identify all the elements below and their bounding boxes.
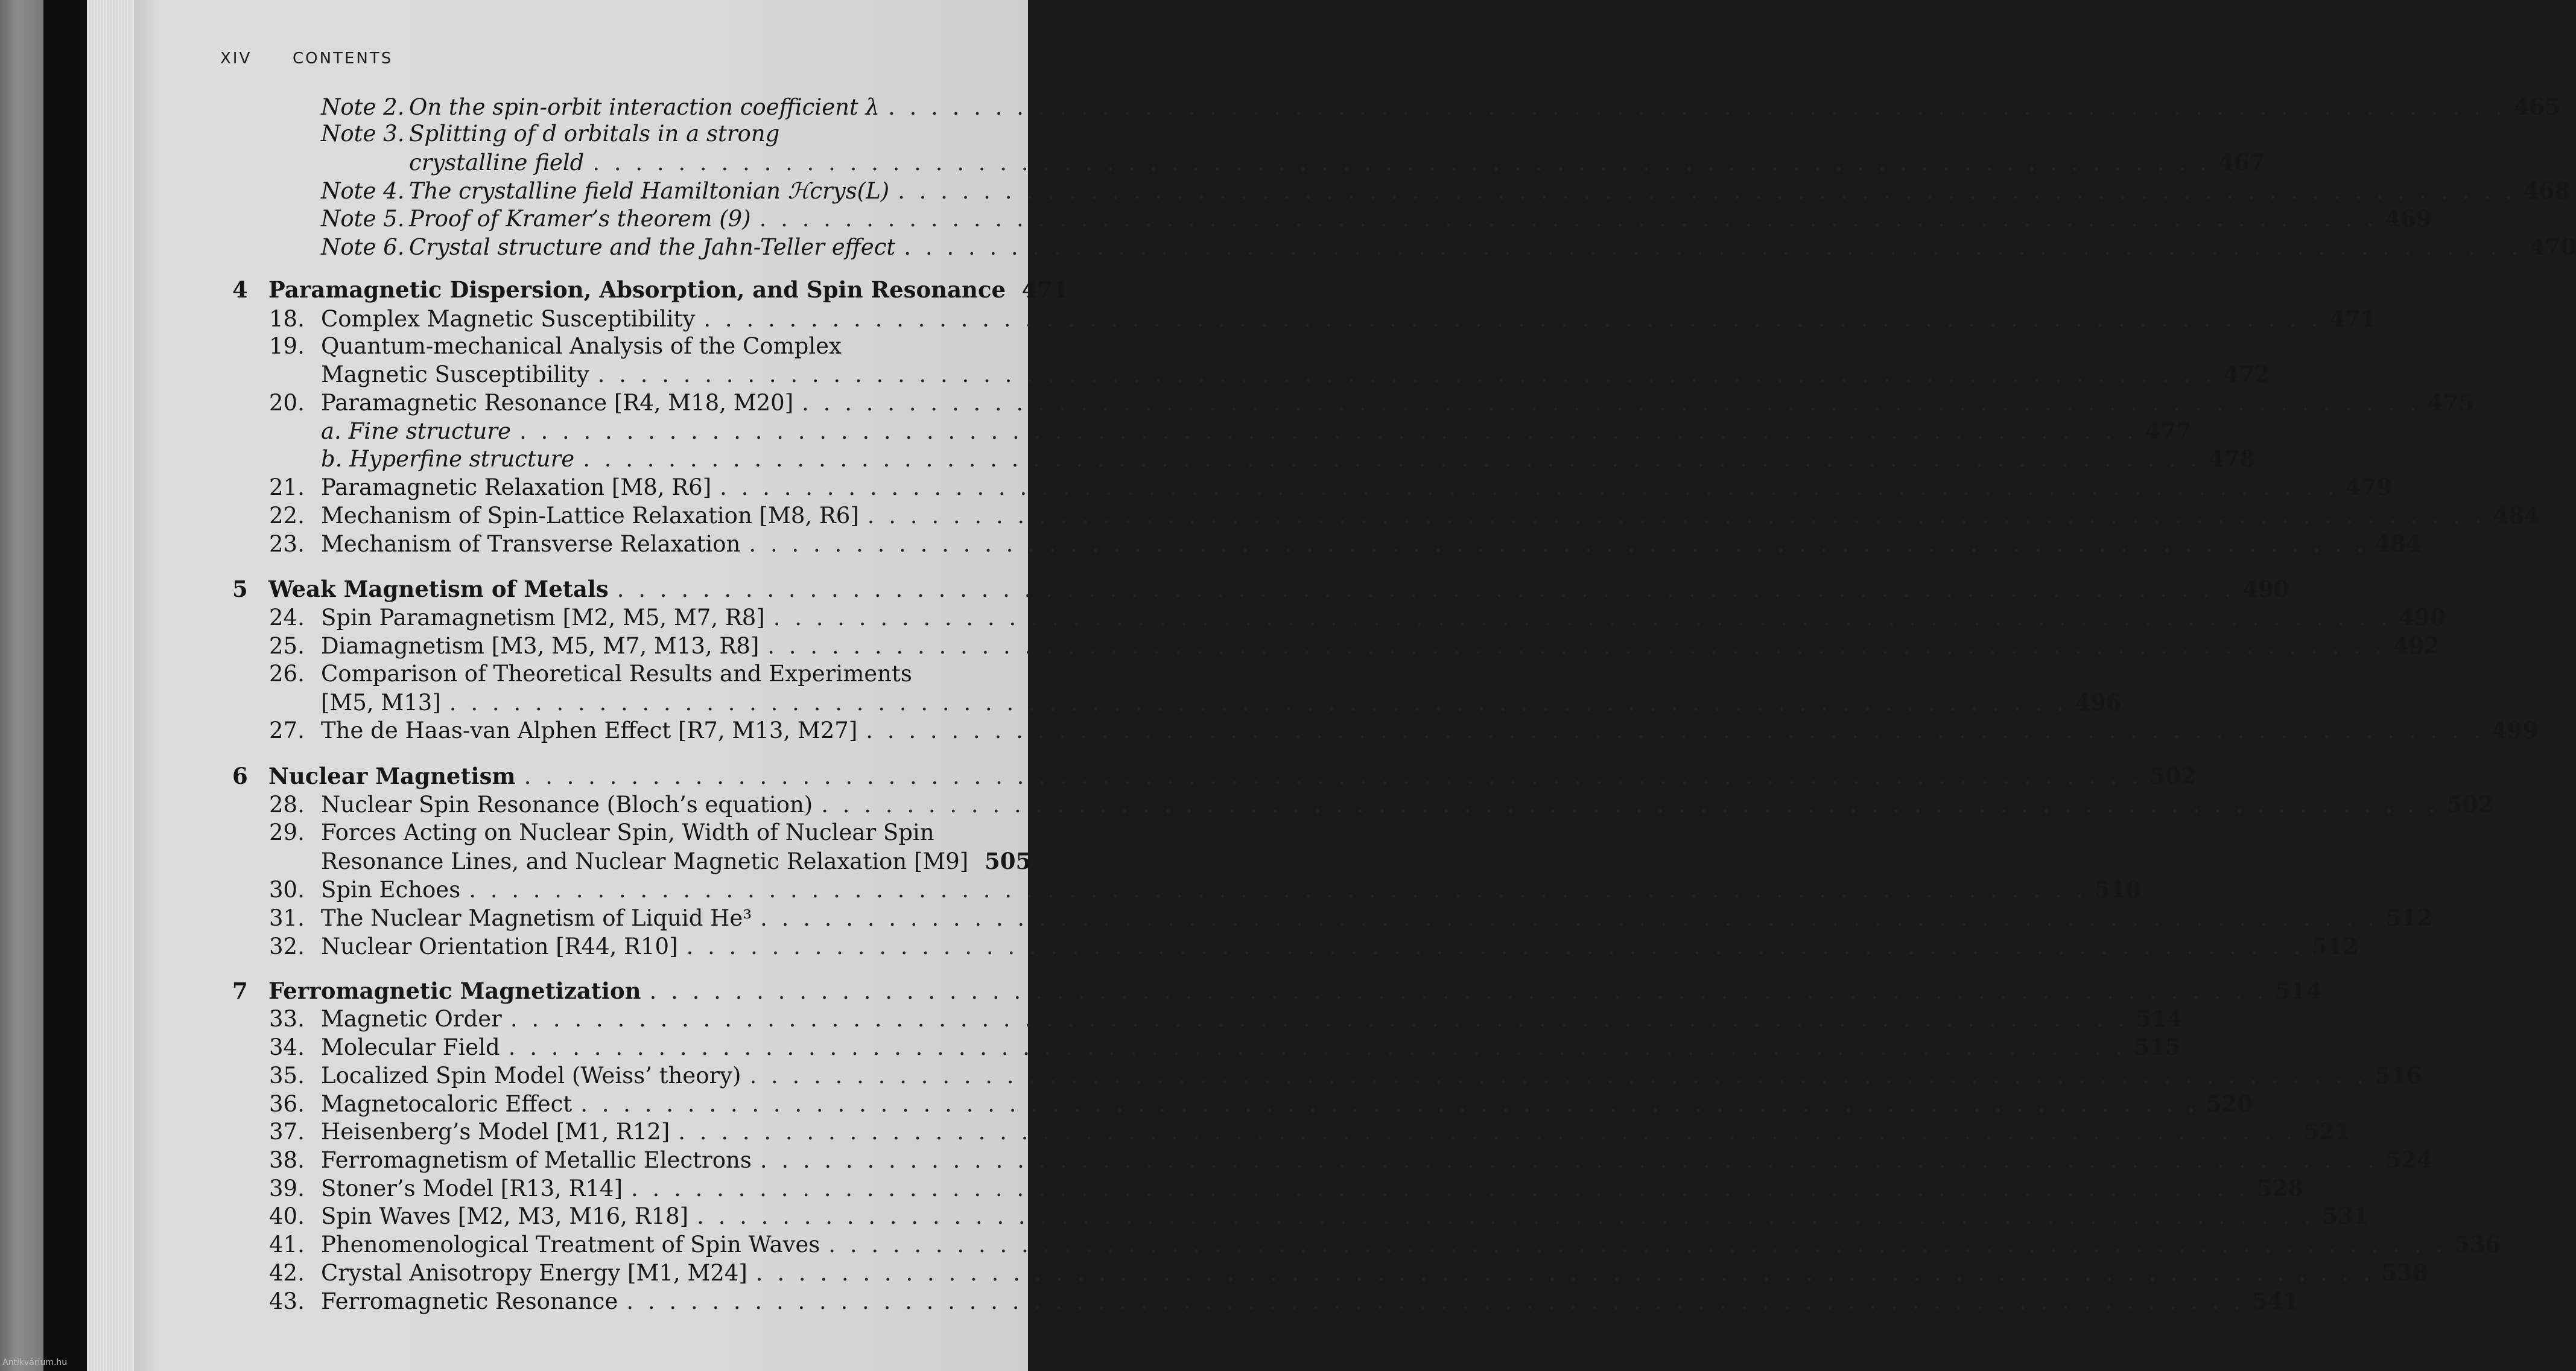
section-title: Spin Echoes <box>321 877 461 903</box>
toc-chapter-6[interactable] <box>232 763 2197 790</box>
toc-section-31[interactable] <box>269 905 2433 932</box>
note-title: The crystalline field Hamiltonian ℋcrys(L) <box>409 178 890 204</box>
leader-dots <box>898 178 2516 205</box>
leader-dots <box>449 690 2067 716</box>
page-number: 484 <box>2493 502 2540 529</box>
subsection-title: a. Fine structure <box>321 418 511 444</box>
page-number: 515 <box>2134 1034 2181 1060</box>
section-title: Localized Spin Model (Weiss’ theory) <box>321 1063 741 1089</box>
page-number: 512 <box>2312 933 2359 959</box>
leader-dots <box>749 531 2367 558</box>
toc-note-2[interactable] <box>321 94 2560 121</box>
section-number: 36. <box>269 1091 305 1117</box>
section-title: Spin Paramagnetism [M2, M5, M7, R8] <box>321 605 765 631</box>
leader-dots <box>756 1260 2374 1287</box>
section-number: 32. <box>269 934 305 959</box>
leader-dots <box>866 717 2484 744</box>
leader-dots <box>524 763 2142 790</box>
section-title: Quantum-mechanical Analysis of the Complex <box>321 333 842 359</box>
leader-dots <box>720 474 2338 501</box>
page-number: 505 <box>985 848 1032 874</box>
section-title: Ferromagnetic Resonance <box>321 1288 618 1314</box>
toc-section-29-cont[interactable] <box>269 848 1032 875</box>
toc-section-30[interactable] <box>269 876 2142 903</box>
toc-section-24[interactable] <box>269 604 2446 631</box>
page-number: 471 <box>1021 276 1069 303</box>
leader-dots <box>697 1203 2315 1230</box>
page-number: 512 <box>2385 905 2433 931</box>
toc-subsection-20a[interactable] <box>321 418 2192 445</box>
section-title: Paramagnetic Relaxation [M8, R6] <box>321 474 712 500</box>
leader-dots <box>760 1147 2378 1174</box>
section-number: 23. <box>269 531 305 557</box>
section-title: Spin Waves [M2, M3, M16, R18] <box>321 1203 689 1229</box>
toc-section-39[interactable] <box>269 1175 2303 1202</box>
note-label: Note 4. <box>321 178 405 204</box>
section-title-cont: [M5, M13] <box>321 690 441 716</box>
leader-dots <box>904 234 2522 261</box>
section-number: 39. <box>269 1175 305 1201</box>
section-number: 40. <box>269 1203 305 1229</box>
page-number: 499 <box>2492 717 2539 743</box>
section-number: 21. <box>269 474 305 500</box>
page-number: 496 <box>2075 689 2122 716</box>
page-number: 502 <box>2446 791 2494 818</box>
section-title: Magnetocaloric Effect <box>321 1091 573 1117</box>
leader-dots <box>868 503 2486 529</box>
section-number: 38. <box>269 1147 305 1173</box>
section-title-cont: Magnetic Susceptibility <box>321 361 589 387</box>
leader-dots <box>631 1175 2249 1202</box>
page-number: 514 <box>2136 1005 2183 1032</box>
page-number: 469 <box>2385 205 2432 232</box>
section-number: 25. <box>269 633 305 659</box>
toc-section-32[interactable] <box>269 933 2359 960</box>
toc-section-22[interactable] <box>269 502 2540 529</box>
leader-dots <box>592 150 2210 176</box>
chapter-title: Weak Magnetism of Metals <box>268 576 609 602</box>
section-number: 33. <box>269 1006 305 1032</box>
section-number: 20. <box>269 390 305 416</box>
running-head-title: CONTENTS <box>293 49 393 68</box>
chapter-number: 7 <box>232 978 248 1004</box>
toc-section-41[interactable] <box>269 1231 2501 1258</box>
page-number: 478 <box>2208 445 2256 472</box>
section-title: Mechanism of Spin-Lattice Relaxation [M8, R6] <box>321 503 859 529</box>
section-title: Paramagnetic Resonance [R4, M18, M20] <box>321 390 794 416</box>
section-title: The de Haas-van Alphen Effect [R7, M13, M27] <box>321 717 858 743</box>
page-number: 467 <box>2218 149 2265 176</box>
section-title: Ferromagnetism of Metallic Electrons <box>321 1147 752 1173</box>
leader-dots <box>617 576 2235 603</box>
page-number: 541 <box>2252 1288 2299 1314</box>
toc-section-34[interactable] <box>269 1034 2181 1061</box>
toc-section-37[interactable] <box>269 1118 2351 1145</box>
toc-section-27[interactable] <box>269 717 2539 744</box>
section-number: 31. <box>269 905 305 931</box>
page-number: 490 <box>2399 604 2446 631</box>
chapter-number: 6 <box>232 763 248 789</box>
toc-section-40[interactable] <box>269 1203 2370 1230</box>
leader-dots <box>802 390 2420 416</box>
note-title: Crystal structure and the Jahn-Teller effect <box>409 234 896 260</box>
toc-note-3[interactable] <box>321 121 995 147</box>
toc-section-26[interactable] <box>269 661 995 687</box>
section-title: Comparison of Theoretical Results and Experiments <box>321 661 912 687</box>
toc-section-29[interactable] <box>269 819 995 846</box>
note-label: Note 6. <box>321 234 405 260</box>
toc-section-33[interactable] <box>269 1005 2183 1032</box>
page-number: 470 <box>2530 234 2576 260</box>
page-number: 471 <box>2329 305 2376 332</box>
page-number: 502 <box>2149 763 2197 789</box>
toc-section-36[interactable] <box>269 1090 2253 1118</box>
section-number: 30. <box>269 877 305 903</box>
leader-dots <box>760 206 2378 232</box>
page-number: 475 <box>2427 389 2475 416</box>
toc-section-28[interactable] <box>269 791 2494 818</box>
leader-dots <box>510 1006 2128 1032</box>
toc-section-35[interactable] <box>269 1062 2422 1089</box>
section-title: Complex Magnetic Susceptibility <box>321 306 696 332</box>
leader-dots <box>519 418 2137 445</box>
section-title: Molecular Field <box>321 1034 500 1060</box>
toc-note-5[interactable] <box>321 205 2432 232</box>
section-title: The Nuclear Magnetism of Liquid He³ <box>321 905 752 931</box>
page-number: 510 <box>2094 876 2142 903</box>
section-title: Nuclear Spin Resonance (Bloch’s equation) <box>321 792 813 818</box>
page-number: 521 <box>2304 1118 2351 1145</box>
section-title: Diamagnetism [M3, M5, M7, M13, R8] <box>321 633 760 659</box>
toc-note-4[interactable] <box>321 177 2571 205</box>
leader-dots <box>509 1034 2127 1061</box>
note-title: Splitting of d orbitals in a strong <box>409 121 780 147</box>
toc-note-6[interactable] <box>321 234 2576 261</box>
page-number: 492 <box>2393 632 2440 659</box>
toc-chapter-5[interactable] <box>232 576 2289 603</box>
note-label: Note 3. <box>321 121 405 147</box>
section-number: 18. <box>269 306 305 332</box>
toc-subsection-20b[interactable] <box>321 445 2256 472</box>
toc-section-25[interactable] <box>269 632 2440 660</box>
subsection-title: b. Hyperfine structure <box>321 446 575 472</box>
page-number: 516 <box>2375 1062 2422 1089</box>
section-number: 37. <box>269 1119 305 1145</box>
leader-dots <box>469 877 2087 903</box>
section-title: Phenomenological Treatment of Spin Waves <box>321 1232 820 1258</box>
chapter-title: Ferromagnetic Magnetization <box>268 978 641 1004</box>
page-number: 472 <box>2223 361 2270 387</box>
note-title: On the spin-orbit interaction coefficient λ <box>409 94 880 120</box>
leader-dots <box>580 1091 2198 1118</box>
section-title: Forces Acting on Nuclear Spin, Width of Nuclear Spin <box>321 819 934 845</box>
page-number: 514 <box>2275 978 2322 1004</box>
leader-dots <box>626 1288 2244 1315</box>
page-number: 520 <box>2206 1090 2253 1117</box>
toc-chapter-4[interactable] <box>232 276 1069 304</box>
toc-section-19[interactable] <box>269 333 995 360</box>
toc-section-23[interactable] <box>269 530 2422 558</box>
page-number: 538 <box>2381 1259 2428 1286</box>
chapter-number: 4 <box>232 276 248 303</box>
section-title: Nuclear Orientation [R44, R10] <box>321 934 678 959</box>
section-number: 42. <box>269 1260 305 1286</box>
note-label: Note 2. <box>321 94 405 120</box>
section-title-cont: Resonance Lines, and Nuclear Magnetic Relaxation [M9] <box>321 848 969 874</box>
section-number: 24. <box>269 605 305 631</box>
page-number: 524 <box>2385 1147 2432 1173</box>
leader-dots <box>767 633 2385 660</box>
page-number: 531 <box>2322 1203 2370 1229</box>
leader-dots <box>760 905 2378 932</box>
toc-section-26-cont[interactable] <box>269 689 2122 716</box>
chapter-title: Nuclear Magnetism <box>268 763 516 789</box>
leader-dots <box>678 1119 2296 1145</box>
page-number: 490 <box>2242 576 2289 602</box>
page-number: 477 <box>2145 418 2192 444</box>
section-title: Stoner’s Model [R13, R14] <box>321 1175 623 1201</box>
leader-dots <box>703 306 2321 332</box>
section-title: Mechanism of Transverse Relaxation <box>321 531 741 557</box>
leader-dots <box>828 1232 2446 1258</box>
leader-dots <box>888 94 2506 121</box>
toc-chapter-7[interactable] <box>232 978 2322 1005</box>
section-number: 43. <box>269 1288 305 1314</box>
section-number: 22. <box>269 503 305 529</box>
toc-section-19-cont[interactable] <box>269 361 2270 388</box>
leader-dots <box>650 978 2268 1005</box>
page-number: 465 <box>2513 94 2560 120</box>
note-title-cont: crystalline field <box>409 150 585 176</box>
toc-section-42[interactable] <box>269 1259 2428 1287</box>
section-number: 34. <box>269 1034 305 1060</box>
section-number: 35. <box>269 1063 305 1089</box>
section-title: Heisenberg’s Model [M1, R12] <box>321 1119 670 1145</box>
section-number: 29. <box>269 819 305 845</box>
section-number: 27. <box>269 717 305 743</box>
leader-dots <box>773 605 2391 631</box>
toc-section-38[interactable] <box>269 1147 2432 1174</box>
section-number: 19. <box>269 333 305 359</box>
section-number: 41. <box>269 1232 305 1258</box>
toc-section-20[interactable] <box>269 389 2475 416</box>
section-number: 26. <box>269 661 305 687</box>
leader-dots <box>821 792 2439 818</box>
section-title: Crystal Anisotropy Energy [M1, M24] <box>321 1260 747 1286</box>
toc-section-18[interactable] <box>269 305 2376 332</box>
section-title: Magnetic Order <box>321 1006 502 1032</box>
page-folio: XIV <box>220 49 252 68</box>
leader-dots <box>750 1063 2368 1089</box>
page-number: 528 <box>2256 1175 2303 1201</box>
page-number: 536 <box>2454 1231 2501 1258</box>
toc-note-3-cont[interactable] <box>321 149 2265 176</box>
page-number: 479 <box>2345 474 2393 500</box>
toc-section-21[interactable] <box>269 474 2393 501</box>
leader-dots <box>687 934 2305 960</box>
note-title: Proof of Kramer’s theorem (9) <box>409 206 751 232</box>
chapter-title: Paramagnetic Dispersion, Absorption, and Spin Resonance <box>268 276 1006 303</box>
toc-section-43[interactable] <box>269 1288 2299 1315</box>
leader-dots <box>583 446 2201 472</box>
page-number: 484 <box>2375 530 2422 557</box>
page-number: 468 <box>2523 177 2571 204</box>
leader-dots <box>598 361 2216 388</box>
watermark: Antikvárium.hu <box>2 1358 68 1367</box>
note-label: Note 5. <box>321 206 405 232</box>
chapter-number: 5 <box>232 576 248 602</box>
section-number: 28. <box>269 792 305 818</box>
